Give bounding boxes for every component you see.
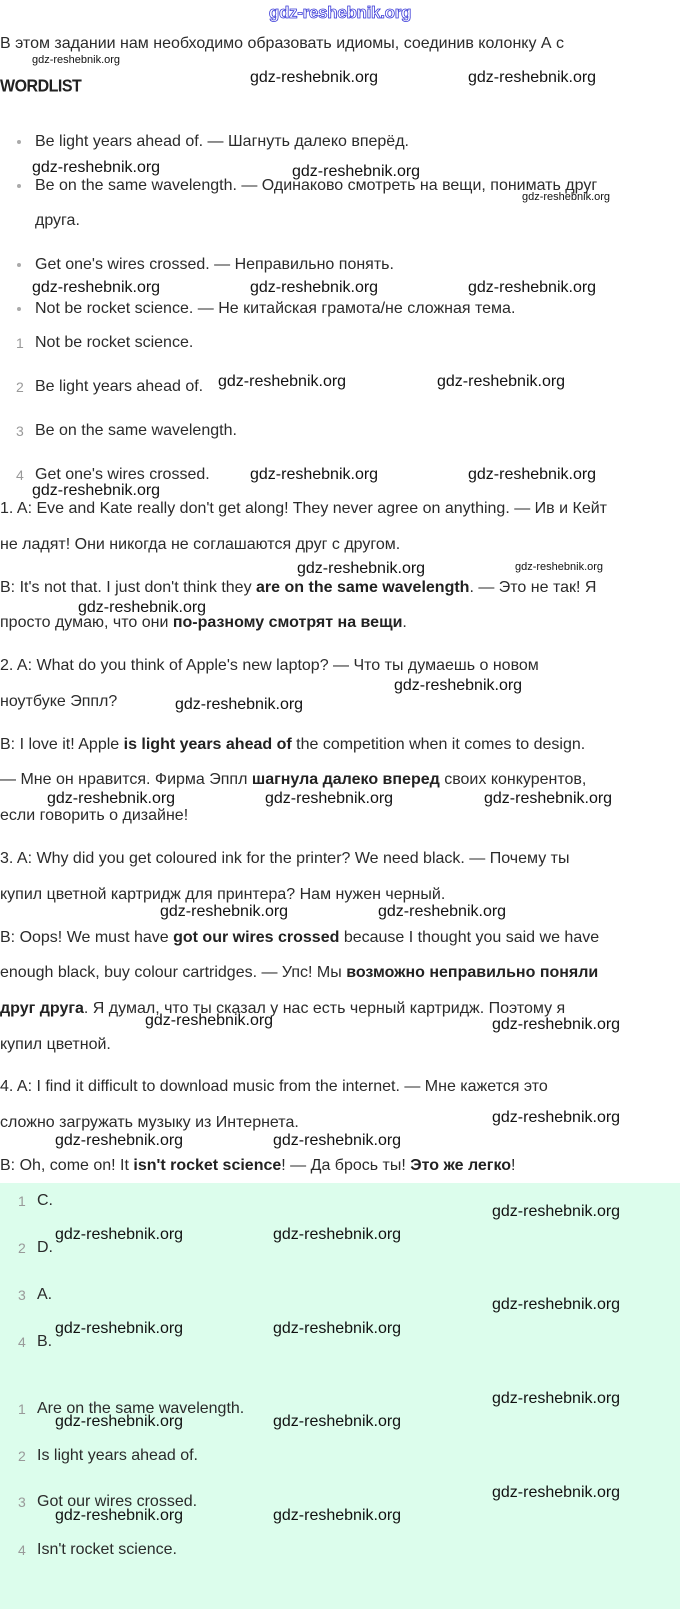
text-segment: A. bbox=[37, 1286, 53, 1303]
text-segment: enough black, buy colour cartridges. — Упс! Мы bbox=[0, 964, 347, 981]
watermark: gdz-reshebnik.org bbox=[492, 1203, 621, 1220]
watermark: gdz-reshebnik.org bbox=[492, 1484, 621, 1501]
list-number: 4 bbox=[18, 1334, 26, 1350]
list-number: 3 bbox=[16, 423, 24, 439]
watermark: gdz-reshebnik.org bbox=[378, 903, 507, 920]
watermark: gdz-reshebnik.org bbox=[273, 1507, 402, 1524]
text-segment: просто думаю, что они bbox=[0, 614, 173, 631]
bullet-icon bbox=[17, 184, 21, 188]
wordlist-heading: WORDLIST bbox=[0, 77, 82, 96]
watermark: gdz-reshebnik.org bbox=[273, 1226, 402, 1243]
site-watermark-logo: gdz-reshebnik.org bbox=[268, 3, 412, 22]
watermark: gdz-reshebnik.org bbox=[492, 1390, 621, 1407]
text-line bbox=[0, 885, 445, 905]
bullet-icon bbox=[17, 307, 21, 311]
text-line bbox=[0, 806, 188, 826]
list-number: 2 bbox=[16, 379, 24, 395]
watermark: gdz-reshebnik.org bbox=[55, 1226, 184, 1243]
text-line bbox=[0, 1156, 516, 1176]
text-segment: 1. A: Eve and Kate really don't get along! They never agree on anything. — Ив и Кейт bbox=[0, 500, 607, 517]
text-segment: Get one's wires crossed. bbox=[35, 466, 210, 483]
text-line bbox=[0, 999, 565, 1019]
bullet-icon bbox=[17, 140, 21, 144]
watermark: gdz-reshebnik.org bbox=[145, 1012, 274, 1029]
watermark: gdz-reshebnik.org bbox=[55, 1413, 184, 1430]
watermark: gdz-reshebnik.org bbox=[468, 69, 597, 86]
text-segment: Be light years ahead of. bbox=[35, 378, 204, 395]
watermark: gdz-reshebnik.org bbox=[55, 1132, 184, 1149]
text-segment: Be on the same wavelength. bbox=[35, 422, 237, 439]
text-line bbox=[0, 656, 539, 676]
text-line bbox=[0, 535, 400, 555]
bold-phrase: шагнула далеко вперед bbox=[251, 771, 440, 788]
bold-phrase: друг друга bbox=[0, 1000, 84, 1017]
bold-phrase: возможно неправильно поняли bbox=[346, 964, 599, 981]
text-segment: 2. A: What do you think of Apple's new laptop? — Что ты думаешь о новом bbox=[0, 657, 539, 674]
watermark: gdz-reshebnik.org bbox=[47, 790, 176, 807]
list-number: 3 bbox=[18, 1287, 26, 1303]
text-line bbox=[35, 255, 394, 275]
watermark: gdz-reshebnik.org bbox=[32, 54, 121, 66]
watermark: gdz-reshebnik.org bbox=[468, 466, 597, 483]
text-line bbox=[35, 299, 515, 319]
text-line bbox=[37, 1285, 52, 1305]
watermark: gdz-reshebnik.org bbox=[484, 790, 613, 807]
text-segment: ! — Да брось ты! bbox=[281, 1157, 411, 1174]
watermark: gdz-reshebnik.org bbox=[160, 903, 289, 920]
watermark: gdz-reshebnik.org bbox=[273, 1413, 402, 1430]
watermark: gdz-reshebnik.org bbox=[273, 1132, 402, 1149]
text-line bbox=[37, 1238, 53, 1258]
list-number: 2 bbox=[18, 1448, 26, 1464]
text-line bbox=[35, 377, 203, 397]
watermark: gdz-reshebnik.org bbox=[265, 790, 394, 807]
text-segment: своих конкурентов, bbox=[439, 771, 587, 788]
watermark: gdz-reshebnik.org bbox=[492, 1016, 621, 1033]
text-line bbox=[35, 132, 409, 152]
watermark: gdz-reshebnik.org bbox=[32, 482, 161, 499]
list-number: 1 bbox=[18, 1401, 26, 1417]
list-number: 1 bbox=[18, 1193, 26, 1209]
list-number: 1 bbox=[16, 335, 24, 351]
text-line bbox=[37, 1540, 177, 1560]
watermark: gdz-reshebnik.org bbox=[492, 1109, 621, 1126]
watermark: gdz-reshebnik.org bbox=[55, 1507, 184, 1524]
text-line bbox=[0, 578, 596, 598]
text-segment: Got our wires crossed. bbox=[37, 1493, 198, 1510]
text-segment: Are on the same wavelength. bbox=[37, 1400, 245, 1417]
text-segment: . Я думал, что ты сказал у нас есть черный картридж. Поэтому я bbox=[83, 1000, 566, 1017]
text-segment: the competition when it comes to design. bbox=[291, 736, 586, 753]
text-segment: не ладят! Они никогда не соглашаются друг с другом. bbox=[0, 536, 401, 553]
text-segment: Isn't rocket science. bbox=[37, 1541, 177, 1558]
text-segment: B: Oops! We must have bbox=[0, 929, 174, 946]
watermark: gdz-reshebnik.org bbox=[250, 69, 379, 86]
text-segment: друга. bbox=[35, 212, 80, 229]
text-segment: C. bbox=[37, 1192, 53, 1209]
watermark: gdz-reshebnik.org bbox=[55, 1320, 184, 1337]
text-segment: D. bbox=[37, 1239, 53, 1256]
list-number: 3 bbox=[18, 1494, 26, 1510]
text-line bbox=[35, 211, 80, 231]
watermark: gdz-reshebnik.org bbox=[250, 279, 379, 296]
text-segment: ! bbox=[511, 1157, 516, 1174]
watermark: gdz-reshebnik.org bbox=[292, 163, 421, 180]
text-segment: Be on the same wavelength. — Одинаково смотреть на вещи, понимать друг bbox=[35, 177, 598, 194]
text-line bbox=[0, 1035, 111, 1055]
text-line bbox=[35, 421, 237, 441]
text-line bbox=[0, 735, 585, 755]
text-segment: Get one's wires crossed. — Неправильно понять. bbox=[35, 256, 394, 273]
text-line bbox=[0, 849, 569, 869]
text-segment: . bbox=[402, 614, 407, 631]
text-line bbox=[0, 928, 599, 948]
list-number: 4 bbox=[18, 1542, 26, 1558]
text-segment: 4. A: I find it difficult to download music from the internet. — Мне кажется это bbox=[0, 1078, 548, 1095]
text-line bbox=[0, 770, 586, 790]
watermark: gdz-reshebnik.org bbox=[78, 599, 207, 616]
text-line bbox=[0, 692, 117, 712]
text-line bbox=[0, 1077, 548, 1097]
text-segment: Not be rocket science. bbox=[35, 334, 194, 351]
text-segment: купил цветной. bbox=[0, 1036, 111, 1053]
text-segment: because I thought you said we have bbox=[339, 929, 600, 946]
bold-phrase: got our wires crossed bbox=[173, 929, 340, 946]
watermark: gdz-reshebnik.org bbox=[468, 279, 597, 296]
watermark: gdz-reshebnik.org bbox=[492, 1296, 621, 1313]
watermark: gdz-reshebnik.org bbox=[273, 1320, 402, 1337]
watermark: gdz-reshebnik.org bbox=[297, 560, 426, 577]
text-segment: . — Это не так! Я bbox=[469, 579, 597, 596]
text-segment: B. bbox=[37, 1333, 53, 1350]
watermark: gdz-reshebnik.org bbox=[515, 561, 604, 573]
list-number: 2 bbox=[18, 1240, 26, 1256]
text-segment: B: It's not that. I just don't think they bbox=[0, 579, 257, 596]
watermark: gdz-reshebnik.org bbox=[394, 677, 523, 694]
text-segment: Not be rocket science. — Не китайская грамота/не сложная тема. bbox=[35, 300, 516, 317]
text-segment: B: Oh, come on! It bbox=[0, 1157, 134, 1174]
watermark: gdz-reshebnik.org bbox=[250, 466, 379, 483]
text-line bbox=[0, 1113, 299, 1133]
text-segment: ноутбуке Эппл? bbox=[0, 693, 118, 710]
text-line bbox=[0, 963, 598, 983]
text-segment: — Мне он нравится. Фирма Эппл bbox=[0, 771, 252, 788]
watermark: gdz-reshebnik.org bbox=[175, 696, 304, 713]
text-segment: Be light years ahead of. — Шагнуть далеко вперёд. bbox=[35, 133, 409, 150]
text-segment: Is light years ahead of. bbox=[37, 1447, 198, 1464]
watermark: gdz-reshebnik.org bbox=[522, 191, 611, 203]
text-line bbox=[37, 1446, 198, 1466]
watermark: gdz-reshebnik.org bbox=[437, 373, 566, 390]
bold-phrase: is light years ahead of bbox=[123, 736, 292, 753]
bold-phrase: по-разному смотрят на вещи bbox=[172, 614, 403, 631]
text-line bbox=[35, 333, 193, 353]
text-segment: 3. A: Why did you get coloured ink for the printer? We need black. — Почему ты bbox=[0, 850, 570, 867]
bold-phrase: isn't rocket science bbox=[133, 1157, 282, 1174]
text-segment: сложно загружать музыку из Интернета. bbox=[0, 1114, 299, 1131]
text-segment: купил цветной картридж для принтера? Нам нужен черный. bbox=[0, 886, 446, 903]
text-line bbox=[37, 1332, 52, 1352]
text-line bbox=[0, 499, 607, 519]
text-segment: если говорить о дизайне! bbox=[0, 807, 189, 824]
watermark: gdz-reshebnik.org bbox=[32, 159, 161, 176]
watermark: gdz-reshebnik.org bbox=[32, 279, 161, 296]
list-number: 4 bbox=[16, 467, 24, 483]
watermark: gdz-reshebnik.org bbox=[218, 373, 347, 390]
intro-text: В этом задании нам необходимо образовать идиомы, соединив колонку А с bbox=[0, 35, 565, 52]
text-segment: B: I love it! Apple bbox=[0, 736, 124, 753]
bold-phrase: Это же легко bbox=[410, 1157, 512, 1174]
bold-phrase: are on the same wavelength bbox=[256, 579, 470, 596]
bullet-icon bbox=[17, 263, 21, 267]
text-line bbox=[37, 1191, 53, 1211]
